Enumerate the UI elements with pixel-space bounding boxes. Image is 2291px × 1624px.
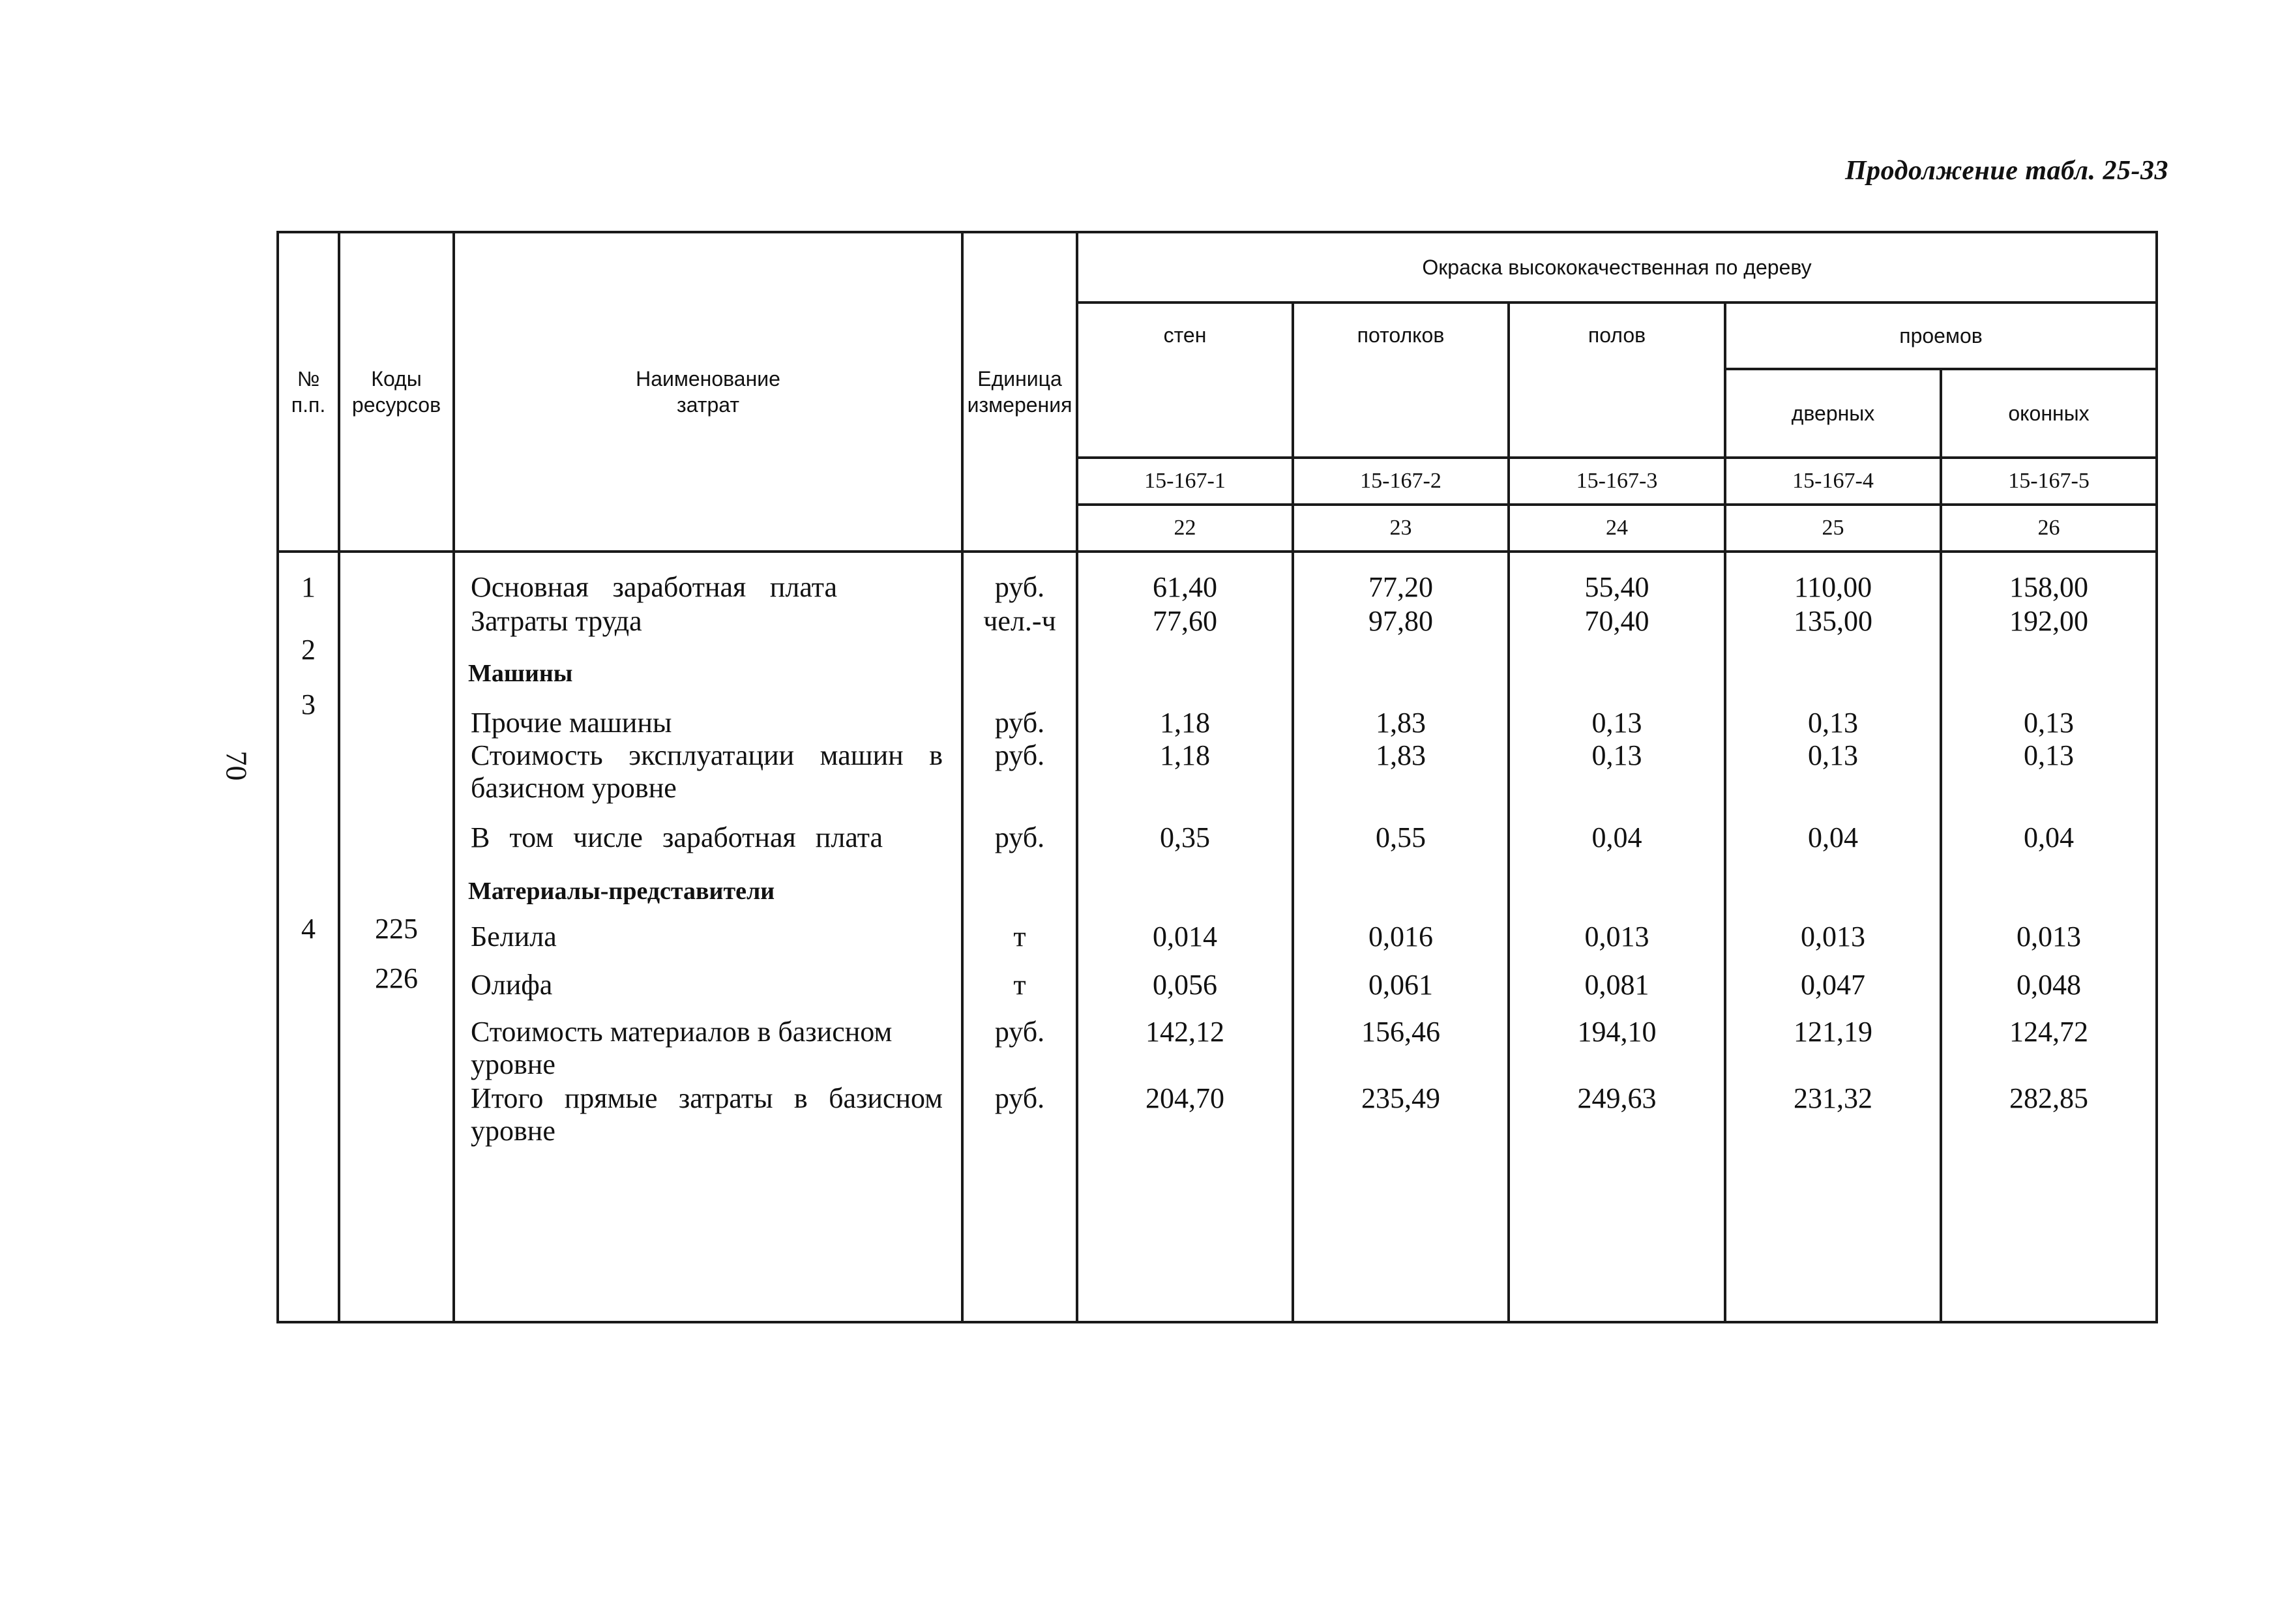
value-cell: 61,40 xyxy=(1153,571,1217,603)
header-codes xyxy=(339,232,454,552)
values-column-23 xyxy=(1293,552,1509,1322)
value-cell: 0,13 xyxy=(1591,707,1642,739)
value-cell: 0,13 xyxy=(2024,707,2075,739)
value-cell: 97,80 xyxy=(1368,605,1433,637)
value-cell: 135,00 xyxy=(1794,605,1872,637)
value-cell: 1,83 xyxy=(1376,739,1426,771)
norm-code: 15-167-4 xyxy=(1725,458,1941,505)
unit: руб. xyxy=(994,821,1045,853)
norm-code: 15-167-2 xyxy=(1293,458,1509,505)
values-column-25 xyxy=(1725,552,1941,1322)
value-cell: 0,081 xyxy=(1584,969,1649,1001)
header-name xyxy=(454,232,962,552)
column-number: 22 xyxy=(1077,505,1293,552)
value-cell: 249,63 xyxy=(1577,1082,1657,1114)
value-cell: 0,55 xyxy=(1376,821,1426,853)
header-no xyxy=(278,232,339,552)
cost-name: Затраты труда xyxy=(471,605,642,637)
value-cell: 1,18 xyxy=(1160,707,1210,739)
header-group-title: Окраска высококачественная по дереву xyxy=(1077,232,2157,303)
value-cell: 0,061 xyxy=(1368,969,1433,1001)
value-cell: 0,056 xyxy=(1153,969,1217,1001)
value-cell: 158,00 xyxy=(2009,571,2089,603)
header-codes-label: Коды ресурсов xyxy=(351,367,441,417)
value-cell: 235,49 xyxy=(1361,1082,1440,1114)
header-openings: проемов xyxy=(1725,303,2157,369)
value-cell: 142,12 xyxy=(1146,1016,1224,1048)
value-cell: 156,46 xyxy=(1361,1016,1440,1048)
unit: руб. xyxy=(994,1016,1045,1048)
body-codes-column xyxy=(339,552,454,1322)
value-cell: 110,00 xyxy=(1794,571,1872,603)
body-name-column xyxy=(454,552,962,1322)
resource-code: 226 xyxy=(375,962,418,994)
value-cell: 0,04 xyxy=(1808,821,1858,853)
value-cell: 121,19 xyxy=(1794,1016,1872,1048)
row-number: 2 xyxy=(301,634,316,666)
value-cell: 0,014 xyxy=(1153,921,1217,952)
cost-name: Белила xyxy=(471,921,557,952)
value-cell: 77,20 xyxy=(1368,571,1433,603)
header-no-label: № п.п. xyxy=(291,367,326,417)
unit: руб. xyxy=(994,707,1045,739)
unit: руб. xyxy=(994,571,1045,603)
value-cell: 0,13 xyxy=(2024,739,2075,771)
values-column-22 xyxy=(1077,552,1293,1322)
header-unit-label: Единица измерения xyxy=(967,367,1072,417)
unit: т xyxy=(1013,921,1026,952)
column-number: 25 xyxy=(1725,505,1941,552)
column-number: 26 xyxy=(1941,505,2157,552)
norm-code: 15-167-5 xyxy=(1941,458,2157,505)
cost-name: Итого прямые затраты в базисном xyxy=(471,1082,943,1114)
values-column-26 xyxy=(1941,552,2157,1322)
value-cell: 0,048 xyxy=(2017,969,2082,1001)
value-cell: 194,10 xyxy=(1577,1016,1657,1048)
value-cell: 0,047 xyxy=(1801,969,1865,1001)
value-cell: 282,85 xyxy=(2009,1082,2089,1114)
header-ceilings: потолков xyxy=(1293,303,1509,458)
cost-name: Стоимость материалов в базисном xyxy=(471,1016,893,1048)
norm-code: 15-167-1 xyxy=(1077,458,1293,505)
value-cell: 124,72 xyxy=(2009,1016,2089,1048)
value-cell: 192,00 xyxy=(2009,605,2089,637)
header-doors: дверных xyxy=(1725,369,1941,458)
cost-name: Прочие машины xyxy=(471,707,672,739)
cost-name: Стоимость эксплуатации машин в xyxy=(471,739,943,771)
cost-name-cont: уровне xyxy=(471,1115,555,1147)
value-cell: 231,32 xyxy=(1794,1082,1872,1114)
value-cell: 1,18 xyxy=(1160,739,1210,771)
value-cell: 0,013 xyxy=(1584,921,1649,952)
value-cell: 1,83 xyxy=(1376,707,1426,739)
value-cell: 0,13 xyxy=(1591,739,1642,771)
values-column-24 xyxy=(1509,552,1725,1322)
value-cell: 0,35 xyxy=(1160,821,1210,853)
header-unit xyxy=(962,232,1077,552)
cost-name: Основная заработная плата xyxy=(471,571,837,603)
body-unit-column xyxy=(962,552,1077,1322)
value-cell: 77,60 xyxy=(1153,605,1217,637)
cost-name-cont: базисном уровне xyxy=(471,772,677,804)
value-cell: 0,016 xyxy=(1368,921,1433,952)
row-number: 1 xyxy=(301,571,316,603)
table-continuation-caption: Продолжение табл. 25-33 xyxy=(1845,156,2168,186)
row-number: 3 xyxy=(301,688,316,720)
row-number: 4 xyxy=(301,913,316,945)
value-cell: 0,04 xyxy=(1591,821,1642,853)
norm-code: 15-167-3 xyxy=(1509,458,1725,505)
value-cell: 204,70 xyxy=(1146,1082,1224,1114)
header-windows: оконных xyxy=(1941,369,2157,458)
header-floors: полов xyxy=(1509,303,1725,458)
cost-name: В том числе заработная плата xyxy=(471,821,883,853)
cost-table xyxy=(276,231,2158,1323)
section-title: Машины xyxy=(468,660,573,687)
value-cell: 70,40 xyxy=(1584,605,1649,637)
value-cell: 0,13 xyxy=(1808,739,1858,771)
column-number: 24 xyxy=(1509,505,1725,552)
unit: руб. xyxy=(994,739,1045,771)
cost-name-cont: уровне xyxy=(471,1048,555,1080)
header-name-label: Наименование затрат xyxy=(636,367,780,417)
unit: т xyxy=(1013,969,1026,1001)
value-cell: 0,013 xyxy=(2017,921,2082,952)
value-cell: 0,04 xyxy=(2024,821,2075,853)
resource-code: 225 xyxy=(375,913,418,945)
header-walls: стен xyxy=(1077,303,1293,458)
value-cell: 0,13 xyxy=(1808,707,1858,739)
page-number: 70 xyxy=(220,750,254,781)
value-cell: 0,013 xyxy=(1801,921,1865,952)
column-number: 23 xyxy=(1293,505,1509,552)
unit: руб. xyxy=(994,1082,1045,1114)
value-cell: 55,40 xyxy=(1584,571,1649,603)
section-title: Материалы-представители xyxy=(468,878,775,905)
body-no-column xyxy=(278,552,339,1322)
cost-name: Олифа xyxy=(471,969,553,1001)
unit: чел.-ч xyxy=(983,605,1056,637)
